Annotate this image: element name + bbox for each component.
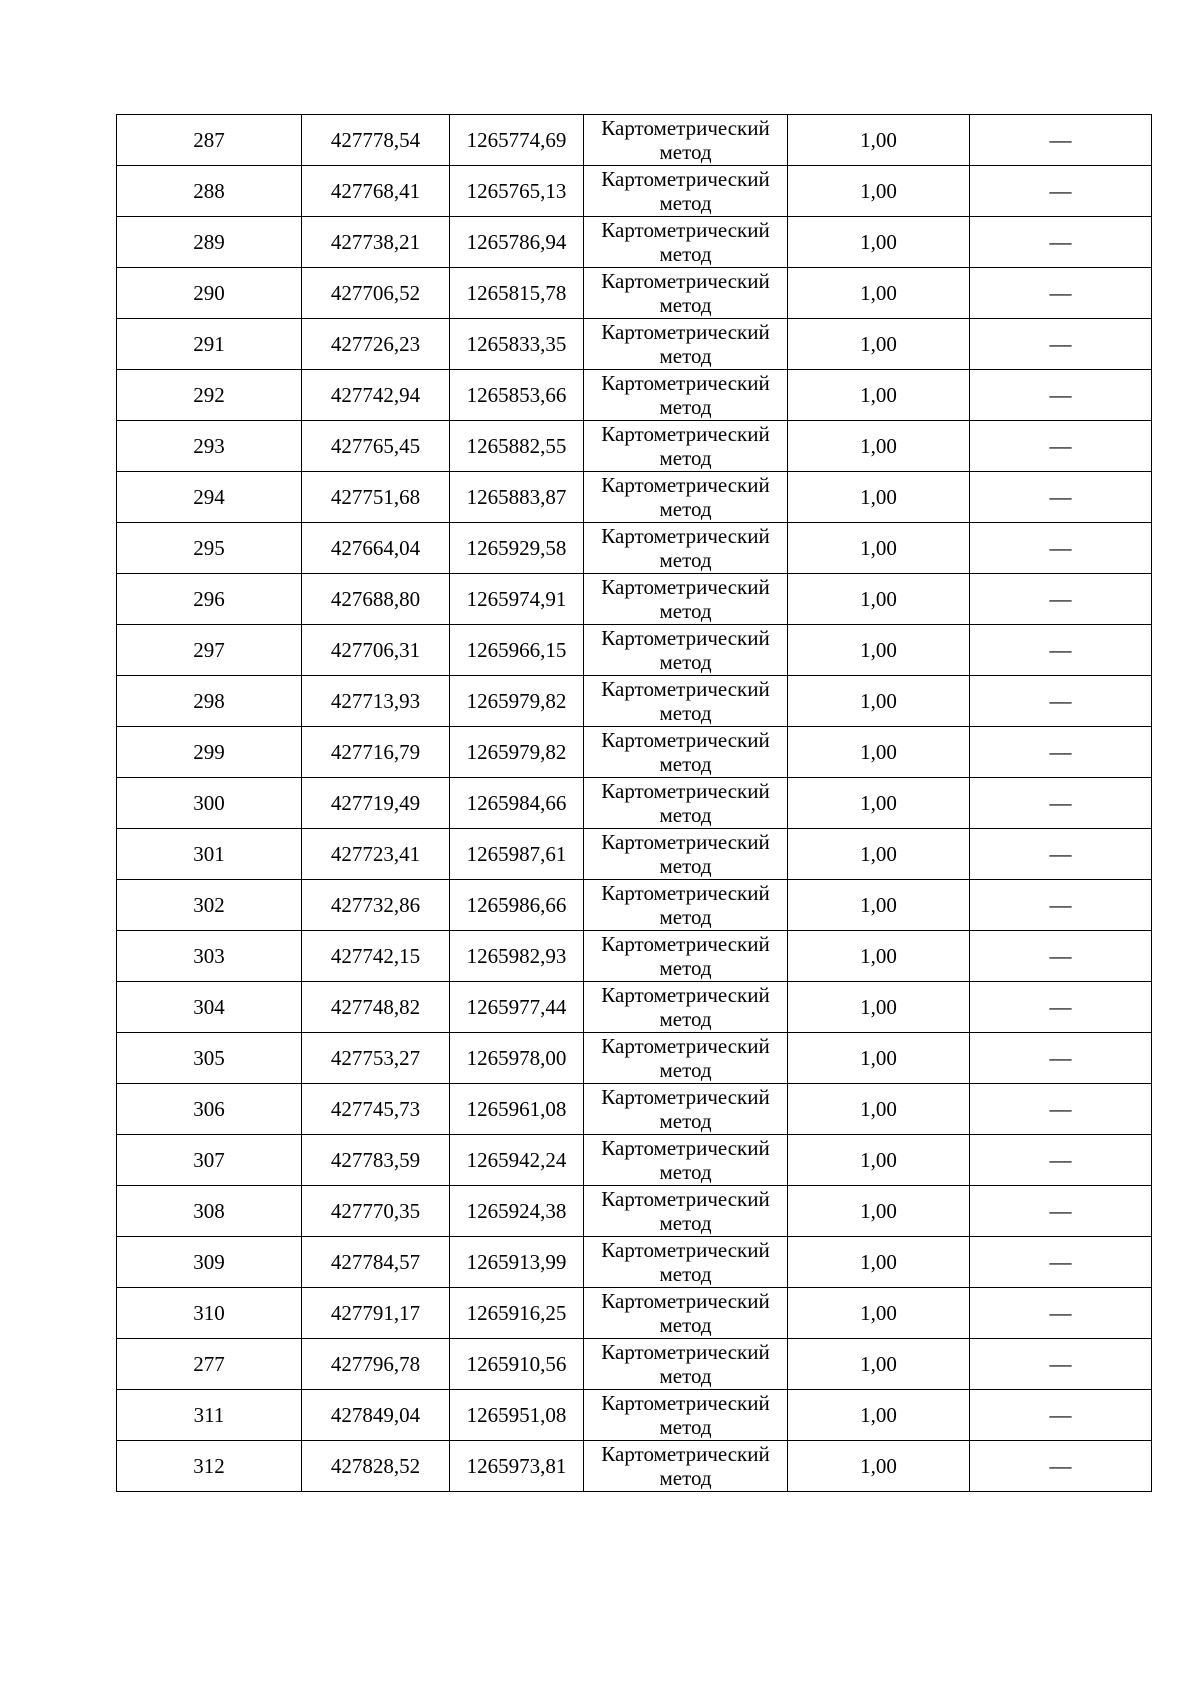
method-cell (584, 1237, 788, 1288)
note-cell: — (970, 268, 1152, 319)
y-coordinate-cell: 1265910,56 (450, 1339, 584, 1390)
x-coordinate-cell: 427723,41 (302, 829, 450, 880)
y-coordinate-cell: 1265942,24 (450, 1135, 584, 1186)
note-cell: — (970, 1237, 1152, 1288)
method-label: Картометрический метод (601, 677, 770, 725)
note-cell: — (970, 982, 1152, 1033)
accuracy-cell: 1,00 (788, 370, 970, 421)
accuracy-cell: 1,00 (788, 1339, 970, 1390)
table-row (117, 523, 1152, 574)
point-number-cell: 308 (117, 1186, 302, 1237)
table-row (117, 778, 1152, 829)
note-cell: — (970, 1339, 1152, 1390)
method-cell (584, 574, 788, 625)
point-number-cell: 277 (117, 1339, 302, 1390)
note-cell: — (970, 472, 1152, 523)
method-label: Картометрический метод (601, 932, 770, 980)
accuracy-cell: 1,00 (788, 472, 970, 523)
method-cell (584, 472, 788, 523)
table-row (117, 421, 1152, 472)
note-cell: — (970, 676, 1152, 727)
point-number-cell: 302 (117, 880, 302, 931)
table-row (117, 727, 1152, 778)
method-cell (584, 1084, 788, 1135)
note-cell: — (970, 1135, 1152, 1186)
accuracy-cell: 1,00 (788, 217, 970, 268)
accuracy-cell: 1,00 (788, 574, 970, 625)
table-row (117, 1237, 1152, 1288)
note-cell: — (970, 370, 1152, 421)
x-coordinate-cell: 427742,15 (302, 931, 450, 982)
method-label: Картометрический метод (601, 1238, 770, 1286)
accuracy-cell: 1,00 (788, 676, 970, 727)
note-cell: — (970, 1441, 1152, 1492)
point-number-cell: 310 (117, 1288, 302, 1339)
note-cell: — (970, 319, 1152, 370)
note-cell: — (970, 115, 1152, 166)
x-coordinate-cell: 427719,49 (302, 778, 450, 829)
point-number-cell: 300 (117, 778, 302, 829)
y-coordinate-cell: 1265924,38 (450, 1186, 584, 1237)
method-label: Картометрический метод (601, 1034, 770, 1082)
accuracy-cell: 1,00 (788, 1186, 970, 1237)
method-label: Картометрический метод (601, 473, 770, 521)
method-label: Картометрический метод (601, 881, 770, 929)
method-cell (584, 523, 788, 574)
x-coordinate-cell: 427716,79 (302, 727, 450, 778)
x-coordinate-cell: 427765,45 (302, 421, 450, 472)
note-cell: — (970, 931, 1152, 982)
table-row (117, 166, 1152, 217)
accuracy-cell: 1,00 (788, 1033, 970, 1084)
point-number-cell: 307 (117, 1135, 302, 1186)
note-cell: — (970, 1084, 1152, 1135)
x-coordinate-cell: 427849,04 (302, 1390, 450, 1441)
point-number-cell: 309 (117, 1237, 302, 1288)
point-number-cell: 294 (117, 472, 302, 523)
table-row (117, 880, 1152, 931)
point-number-cell: 288 (117, 166, 302, 217)
note-cell: — (970, 625, 1152, 676)
point-number-cell: 301 (117, 829, 302, 880)
method-label: Картометрический метод (601, 218, 770, 266)
x-coordinate-cell: 427664,04 (302, 523, 450, 574)
table-row (117, 1339, 1152, 1390)
accuracy-cell: 1,00 (788, 982, 970, 1033)
x-coordinate-cell: 427751,68 (302, 472, 450, 523)
method-label: Картометрический метод (601, 422, 770, 470)
method-cell (584, 1339, 788, 1390)
note-cell: — (970, 574, 1152, 625)
y-coordinate-cell: 1265833,35 (450, 319, 584, 370)
table-row (117, 829, 1152, 880)
method-label: Картометрический метод (601, 1340, 770, 1388)
point-number-cell: 289 (117, 217, 302, 268)
method-cell (584, 268, 788, 319)
point-number-cell: 306 (117, 1084, 302, 1135)
note-cell: — (970, 727, 1152, 778)
table-row (117, 1186, 1152, 1237)
point-number-cell: 305 (117, 1033, 302, 1084)
y-coordinate-cell: 1265883,87 (450, 472, 584, 523)
method-cell (584, 115, 788, 166)
y-coordinate-cell: 1265986,66 (450, 880, 584, 931)
x-coordinate-cell: 427828,52 (302, 1441, 450, 1492)
accuracy-cell: 1,00 (788, 931, 970, 982)
method-label: Картометрический метод (601, 320, 770, 368)
table-row (117, 625, 1152, 676)
note-cell: — (970, 1288, 1152, 1339)
x-coordinate-cell: 427738,21 (302, 217, 450, 268)
method-label: Картометрический метод (601, 167, 770, 215)
x-coordinate-cell: 427748,82 (302, 982, 450, 1033)
y-coordinate-cell: 1265882,55 (450, 421, 584, 472)
note-cell: — (970, 880, 1152, 931)
x-coordinate-cell: 427713,93 (302, 676, 450, 727)
point-number-cell: 295 (117, 523, 302, 574)
note-cell: — (970, 829, 1152, 880)
y-coordinate-cell: 1265765,13 (450, 166, 584, 217)
y-coordinate-cell: 1265853,66 (450, 370, 584, 421)
coordinates-table-body (117, 115, 1152, 1492)
method-cell (584, 166, 788, 217)
note-cell: — (970, 1390, 1152, 1441)
method-label: Картометрический метод (601, 1187, 770, 1235)
method-label: Картометрический метод (601, 1391, 770, 1439)
accuracy-cell: 1,00 (788, 1135, 970, 1186)
method-cell (584, 778, 788, 829)
accuracy-cell: 1,00 (788, 421, 970, 472)
note-cell: — (970, 421, 1152, 472)
y-coordinate-cell: 1265974,91 (450, 574, 584, 625)
accuracy-cell: 1,00 (788, 625, 970, 676)
x-coordinate-cell: 427784,57 (302, 1237, 450, 1288)
method-label: Картометрический метод (601, 575, 770, 623)
note-cell: — (970, 1186, 1152, 1237)
method-label: Картометрический метод (601, 1085, 770, 1133)
y-coordinate-cell: 1265966,15 (450, 625, 584, 676)
x-coordinate-cell: 427732,86 (302, 880, 450, 931)
method-label: Картометрический метод (601, 524, 770, 572)
y-coordinate-cell: 1265913,99 (450, 1237, 584, 1288)
y-coordinate-cell: 1265916,25 (450, 1288, 584, 1339)
table-row (117, 1288, 1152, 1339)
accuracy-cell: 1,00 (788, 829, 970, 880)
point-number-cell: 290 (117, 268, 302, 319)
y-coordinate-cell: 1265977,44 (450, 982, 584, 1033)
point-number-cell: 303 (117, 931, 302, 982)
table-row (117, 1033, 1152, 1084)
method-label: Картометрический метод (601, 371, 770, 419)
point-number-cell: 299 (117, 727, 302, 778)
note-cell: — (970, 166, 1152, 217)
method-label: Картометрический метод (601, 1442, 770, 1490)
accuracy-cell: 1,00 (788, 166, 970, 217)
accuracy-cell: 1,00 (788, 268, 970, 319)
method-cell (584, 1135, 788, 1186)
point-number-cell: 297 (117, 625, 302, 676)
method-cell (584, 931, 788, 982)
table-row (117, 1390, 1152, 1441)
method-label: Картометрический метод (601, 779, 770, 827)
x-coordinate-cell: 427742,94 (302, 370, 450, 421)
method-label: Картометрический метод (601, 1136, 770, 1184)
point-number-cell: 298 (117, 676, 302, 727)
method-cell (584, 1441, 788, 1492)
point-number-cell: 292 (117, 370, 302, 421)
method-label: Картометрический метод (601, 728, 770, 776)
table-row (117, 115, 1152, 166)
method-cell (584, 676, 788, 727)
x-coordinate-cell: 427791,17 (302, 1288, 450, 1339)
method-label: Картометрический метод (601, 269, 770, 317)
note-cell: — (970, 523, 1152, 574)
table-row (117, 676, 1152, 727)
accuracy-cell: 1,00 (788, 778, 970, 829)
y-coordinate-cell: 1265979,82 (450, 727, 584, 778)
y-coordinate-cell: 1265951,08 (450, 1390, 584, 1441)
note-cell: — (970, 1033, 1152, 1084)
x-coordinate-cell: 427783,59 (302, 1135, 450, 1186)
table-row (117, 370, 1152, 421)
method-label: Картометрический метод (601, 626, 770, 674)
method-cell (584, 370, 788, 421)
x-coordinate-cell: 427768,41 (302, 166, 450, 217)
table-row (117, 574, 1152, 625)
coordinates-table (116, 114, 1152, 1492)
method-cell (584, 1288, 788, 1339)
accuracy-cell: 1,00 (788, 319, 970, 370)
accuracy-cell: 1,00 (788, 727, 970, 778)
y-coordinate-cell: 1265929,58 (450, 523, 584, 574)
method-label: Картометрический метод (601, 983, 770, 1031)
method-label: Картометрический метод (601, 116, 770, 164)
y-coordinate-cell: 1265973,81 (450, 1441, 584, 1492)
x-coordinate-cell: 427778,54 (302, 115, 450, 166)
method-cell (584, 319, 788, 370)
y-coordinate-cell: 1265984,66 (450, 778, 584, 829)
point-number-cell: 291 (117, 319, 302, 370)
y-coordinate-cell: 1265982,93 (450, 931, 584, 982)
method-cell (584, 829, 788, 880)
method-cell (584, 1033, 788, 1084)
table-row (117, 319, 1152, 370)
x-coordinate-cell: 427726,23 (302, 319, 450, 370)
x-coordinate-cell: 427753,27 (302, 1033, 450, 1084)
x-coordinate-cell: 427706,52 (302, 268, 450, 319)
method-cell (584, 982, 788, 1033)
method-cell (584, 727, 788, 778)
point-number-cell: 304 (117, 982, 302, 1033)
accuracy-cell: 1,00 (788, 115, 970, 166)
x-coordinate-cell: 427688,80 (302, 574, 450, 625)
method-label: Картометрический метод (601, 830, 770, 878)
accuracy-cell: 1,00 (788, 1237, 970, 1288)
y-coordinate-cell: 1265774,69 (450, 115, 584, 166)
accuracy-cell: 1,00 (788, 880, 970, 931)
point-number-cell: 312 (117, 1441, 302, 1492)
table-row (117, 982, 1152, 1033)
point-number-cell: 311 (117, 1390, 302, 1441)
table-row (117, 472, 1152, 523)
x-coordinate-cell: 427706,31 (302, 625, 450, 676)
table-row (117, 1084, 1152, 1135)
y-coordinate-cell: 1265815,78 (450, 268, 584, 319)
point-number-cell: 287 (117, 115, 302, 166)
accuracy-cell: 1,00 (788, 1288, 970, 1339)
table-row (117, 217, 1152, 268)
y-coordinate-cell: 1265987,61 (450, 829, 584, 880)
accuracy-cell: 1,00 (788, 1390, 970, 1441)
table-row (117, 1441, 1152, 1492)
table-row (117, 268, 1152, 319)
table-row (117, 931, 1152, 982)
method-cell (584, 217, 788, 268)
point-number-cell: 296 (117, 574, 302, 625)
y-coordinate-cell: 1265786,94 (450, 217, 584, 268)
point-number-cell: 293 (117, 421, 302, 472)
x-coordinate-cell: 427796,78 (302, 1339, 450, 1390)
note-cell: — (970, 778, 1152, 829)
x-coordinate-cell: 427745,73 (302, 1084, 450, 1135)
method-cell (584, 421, 788, 472)
note-cell: — (970, 217, 1152, 268)
accuracy-cell: 1,00 (788, 523, 970, 574)
method-label: Картометрический метод (601, 1289, 770, 1337)
y-coordinate-cell: 1265979,82 (450, 676, 584, 727)
y-coordinate-cell: 1265961,08 (450, 1084, 584, 1135)
method-cell (584, 1186, 788, 1237)
table-row (117, 1135, 1152, 1186)
method-cell (584, 880, 788, 931)
y-coordinate-cell: 1265978,00 (450, 1033, 584, 1084)
x-coordinate-cell: 427770,35 (302, 1186, 450, 1237)
accuracy-cell: 1,00 (788, 1441, 970, 1492)
accuracy-cell: 1,00 (788, 1084, 970, 1135)
method-cell (584, 1390, 788, 1441)
method-cell (584, 625, 788, 676)
